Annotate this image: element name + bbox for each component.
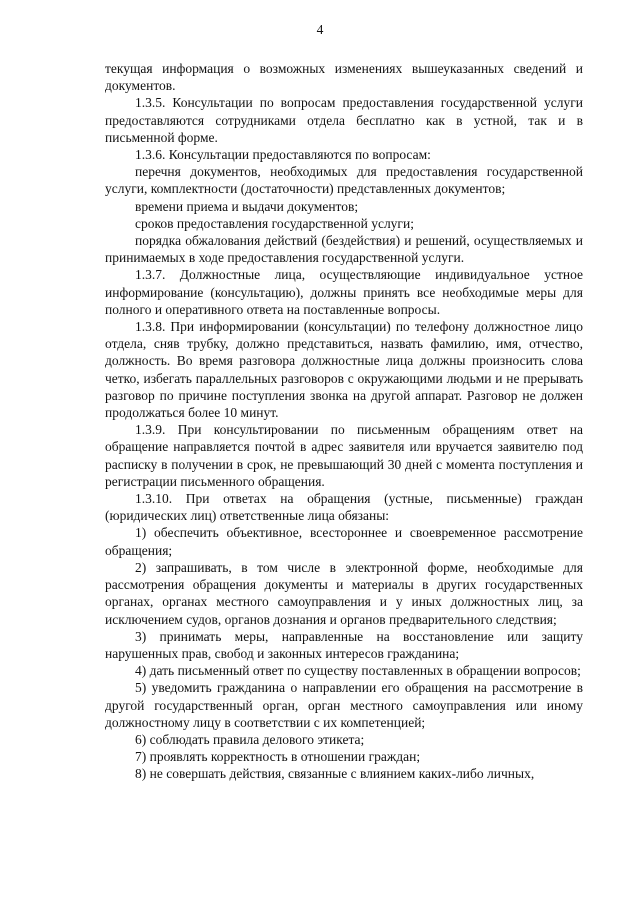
paragraph-1-3-5: 1.3.5. Консультации по вопросам предоставления государственной услуги предоставляются сотрудниками отдела бесплатно как в устной, так и в письменной форме. — [105, 95, 583, 145]
duty-item-8: 8) не совершать действия, связанные с влиянием каких-либо личных, — [135, 766, 535, 782]
page-number: 4 — [316, 22, 324, 37]
paragraph-1-3-9: 1.3.9. При консультировании по письменным обращениям ответ на обращение направляется почтой в адрес заявителя или вручается заявителю под расписку в получении в срок, не превышающий 30 дней с момента поступления и регистрации письменного обращения. — [105, 422, 583, 489]
list-item-terms: сроков предоставления государственной услуги; — [135, 215, 414, 231]
paragraph-1-3-10: 1.3.10. При ответах на обращения (устные, письменные) граждан (юридических лиц) ответственные лица обязаны: — [105, 491, 583, 524]
duty-item-6: 6) соблюдать правила делового этикета; — [135, 731, 365, 747]
list-item-appeal: порядка обжалования действий (бездействия) и решений, осуществляемых и принимаемых в ходе предоставления государственной услуги. — [105, 233, 583, 266]
list-item-time: времени приема и выдачи документов; — [135, 198, 359, 214]
duty-item-7: 7) проявлять корректность в отношении граждан; — [135, 749, 421, 765]
paragraph-continuation: текущая информация о возможных изменениях вышеуказанных сведений и документов. — [105, 61, 583, 94]
paragraph-1-3-7: 1.3.7. Должностные лица, осуществляющие индивидуальное устное информирование (консультацию), должны принять все необходимые меры для полного и оперативного ответа на поставленные вопросы. — [105, 267, 583, 317]
duty-item-3: 3) принимать меры, направленные на восстановление или защиту нарушенных прав, свобод и законных интересов гражданина; — [105, 628, 583, 661]
duty-item-5: 5) уведомить гражданина о направлении его обращения на рассмотрение в другой государственный орган, орган местного самоуправления или иному должностному лицу в соответствии с их компетенцией; — [105, 680, 583, 730]
list-item-documents: перечня документов, необходимых для предоставления государственной услуги, комплектности (достаточности) представленных документов; — [105, 164, 583, 197]
paragraph-1-3-8: 1.3.8. При информировании (консультации) по телефону должностное лицо отдела, сняв трубку, должно представиться, назвать фамилию, имя, отчество, должность. Во время разговора должностные лица должны произносить слова четко, избегать параллельных разговоров с окружающими людьми и не прерывать разговор по причине поступления звонка на другой аппарат. Разговор не должен продолжаться более 10 минут. — [105, 319, 583, 421]
paragraph-1-3-6: 1.3.6. Консультации предоставляются по вопросам: — [135, 147, 431, 163]
document-body — [105, 60, 583, 783]
duty-item-4: 4) дать письменный ответ по существу поставленных в обращении вопросов; — [135, 663, 581, 679]
duty-item-1: 1) обеспечить объективное, всестороннее и своевременное рассмотрение обращения; — [105, 525, 583, 558]
duty-item-2: 2) запрашивать, в том числе в электронной форме, необходимые для рассмотрения обращения документы и материалы в других государственных органах, органах местного самоуправления и у иных должностных лиц, за исключением судов, органов дознания и органов предварительного следствия; — [105, 559, 583, 627]
